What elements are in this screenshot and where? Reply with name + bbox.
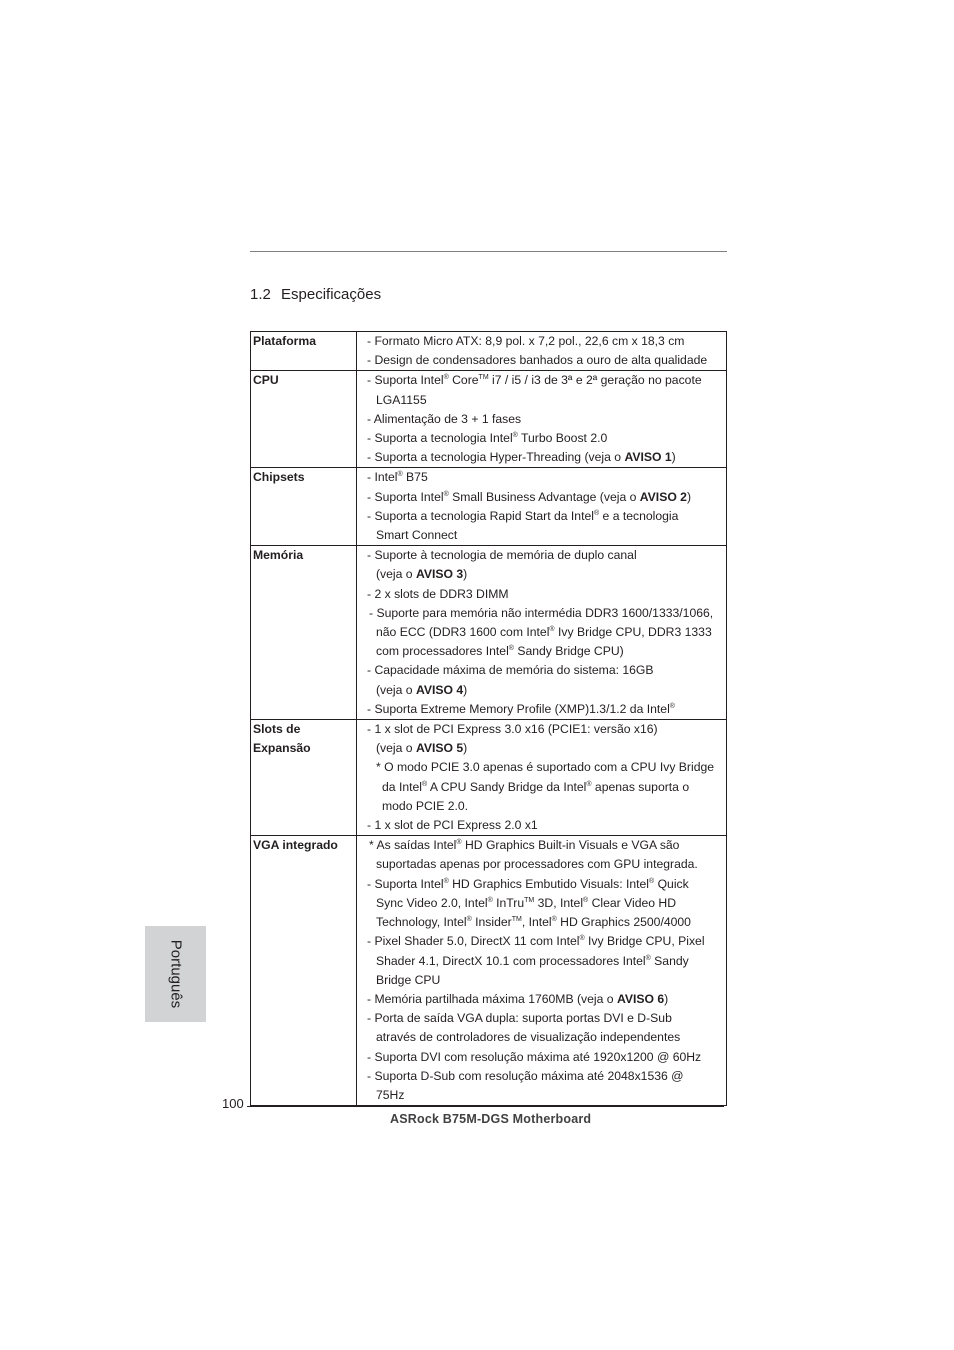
spec-line: - Suporta D-Sub com resolução máxima até 2048x1536 @ — [367, 1068, 684, 1083]
spec-line: Sync Video 2.0, Intel® InTru™ 3D, Intel® Clear Video HD — [376, 895, 677, 910]
spec-line: - Alimentação de 3 + 1 fases — [367, 411, 522, 426]
spec-line: - Suporte à tecnologia de memória de duplo canal — [367, 548, 637, 563]
spec-line: - 1 x slot de PCI Express 3.0 x16 (PCIE1: versão x16) — [367, 722, 658, 737]
table-row-expansion-slots — [251, 720, 727, 836]
spec-line: Technology, Intel® Insider™, Intel® HD Graphics 2500/4000 — [376, 915, 691, 930]
spec-line: 75Hz — [376, 1087, 405, 1102]
spec-line: - Porta de saída VGA dupla: suporta portas DVI e D-Sub — [367, 1011, 672, 1026]
spec-line: Shader 4.1, DirectX 10.1 com processadores Intel® Sandy — [376, 953, 689, 968]
spec-line: - Capacidade máxima de memória do sistema: 16GB — [367, 663, 654, 678]
specifications-table — [250, 331, 727, 1106]
spec-line: suportadas apenas por processadores com GPU integrada. — [376, 857, 698, 872]
section-number: 1.2 — [250, 286, 271, 303]
row-value — [357, 720, 727, 836]
spec-line: - 1 x slot de PCI Express 2.0 x1 — [367, 818, 538, 833]
spec-line: com processadores Intel® Sandy Bridge CPU) — [376, 644, 624, 659]
table-row-memory — [251, 546, 727, 720]
spec-line: * O modo PCIE 3.0 apenas é suportado com a CPU Ivy Bridge — [376, 760, 715, 775]
spec-line: - Suporta Intel® Core™ i7 / i5 / i3 de 3ª e 2ª geração no pacote — [367, 373, 702, 388]
row-label: Slots de Expansão — [251, 720, 357, 836]
spec-line: (veja o AVISO 3) — [376, 567, 468, 582]
spec-line: - Formato Micro ATX: 8,9 pol. x 7,2 pol., 22,6 cm x 18,3 cm — [367, 334, 685, 348]
row-label: Memória — [251, 546, 357, 720]
footer-product: ASRock B75M-DGS Motherboard — [390, 1112, 592, 1126]
page-number: 100 — [222, 1096, 244, 1111]
table-row-integrated-vga — [251, 836, 727, 1106]
language-side-tab — [145, 926, 206, 1022]
spec-line: (veja o AVISO 4) — [376, 682, 468, 697]
language-label: Português — [167, 939, 184, 1009]
spec-line: - Suporta a tecnologia Hyper-Threading (veja o AVISO 1) — [367, 450, 676, 465]
spec-line: - Suporta Intel® Small Business Advantage (veja o AVISO 2) — [367, 489, 692, 504]
spec-line: - Memória partilhada máxima 1760MB (veja o AVISO 6) — [367, 991, 669, 1006]
spec-line: não ECC (DDR3 1600 com Intel® Ivy Bridge CPU, DDR3 1333 — [376, 625, 712, 640]
row-label: CPU — [251, 371, 357, 468]
table-row-chipsets — [251, 468, 727, 546]
row-label: Chipsets — [251, 468, 357, 546]
table-row-platform — [251, 332, 727, 371]
section-title — [250, 286, 381, 303]
row-value — [357, 371, 727, 468]
spec-line: - Intel® B75 — [367, 470, 428, 485]
spec-line: - Suporte para memória não intermédia DDR3 1600/1333/1066, — [369, 605, 714, 620]
spec-line: - Suporta Extreme Memory Profile (XMP)1.3/1.2 da Intel® — [367, 701, 675, 716]
spec-line: LGA1155 — [376, 392, 427, 407]
table-row-cpu — [251, 371, 727, 468]
spec-line: - Design de condensadores banhados a ouro de alta qualidade — [367, 353, 708, 368]
spec-line: Bridge CPU — [376, 972, 441, 987]
spec-line: - Pixel Shader 5.0, DirectX 11 com Intel® Ivy Bridge CPU, Pixel — [367, 934, 705, 949]
row-value — [357, 546, 727, 720]
row-label: VGA integrado — [251, 836, 357, 1106]
top-rule — [250, 251, 727, 252]
spec-line: - Suporta a tecnologia Rapid Start da Intel® e a tecnologia — [367, 508, 679, 523]
spec-line: modo PCIE 2.0. — [382, 798, 469, 813]
bottom-rule — [247, 1106, 724, 1107]
spec-line: da Intel® A CPU Sandy Bridge da Intel® apenas suporta o — [382, 779, 690, 794]
row-label: Plataforma — [251, 332, 357, 371]
spec-line: (veja o AVISO 5) — [376, 741, 468, 756]
spec-line: através de controladores de visualização independentes — [376, 1030, 681, 1045]
spec-line: - Suporta DVI com resolução máxima até 1920x1200 @ 60Hz — [367, 1049, 702, 1064]
spec-line: - Suporta a tecnologia Intel® Turbo Boost 2.0 — [367, 431, 608, 446]
spec-line: * As saídas Intel® HD Graphics Built-in Visuals e VGA são — [369, 838, 680, 853]
row-value — [357, 836, 727, 1106]
spec-line: - 2 x slots de DDR3 DIMM — [367, 586, 509, 601]
row-value — [357, 468, 727, 546]
spec-line: - Suporta Intel® HD Graphics Embutido Visuals: Intel® Quick — [367, 876, 689, 891]
section-heading: Especificações — [281, 286, 382, 303]
spec-line: Smart Connect — [376, 528, 458, 543]
row-value — [357, 332, 727, 371]
